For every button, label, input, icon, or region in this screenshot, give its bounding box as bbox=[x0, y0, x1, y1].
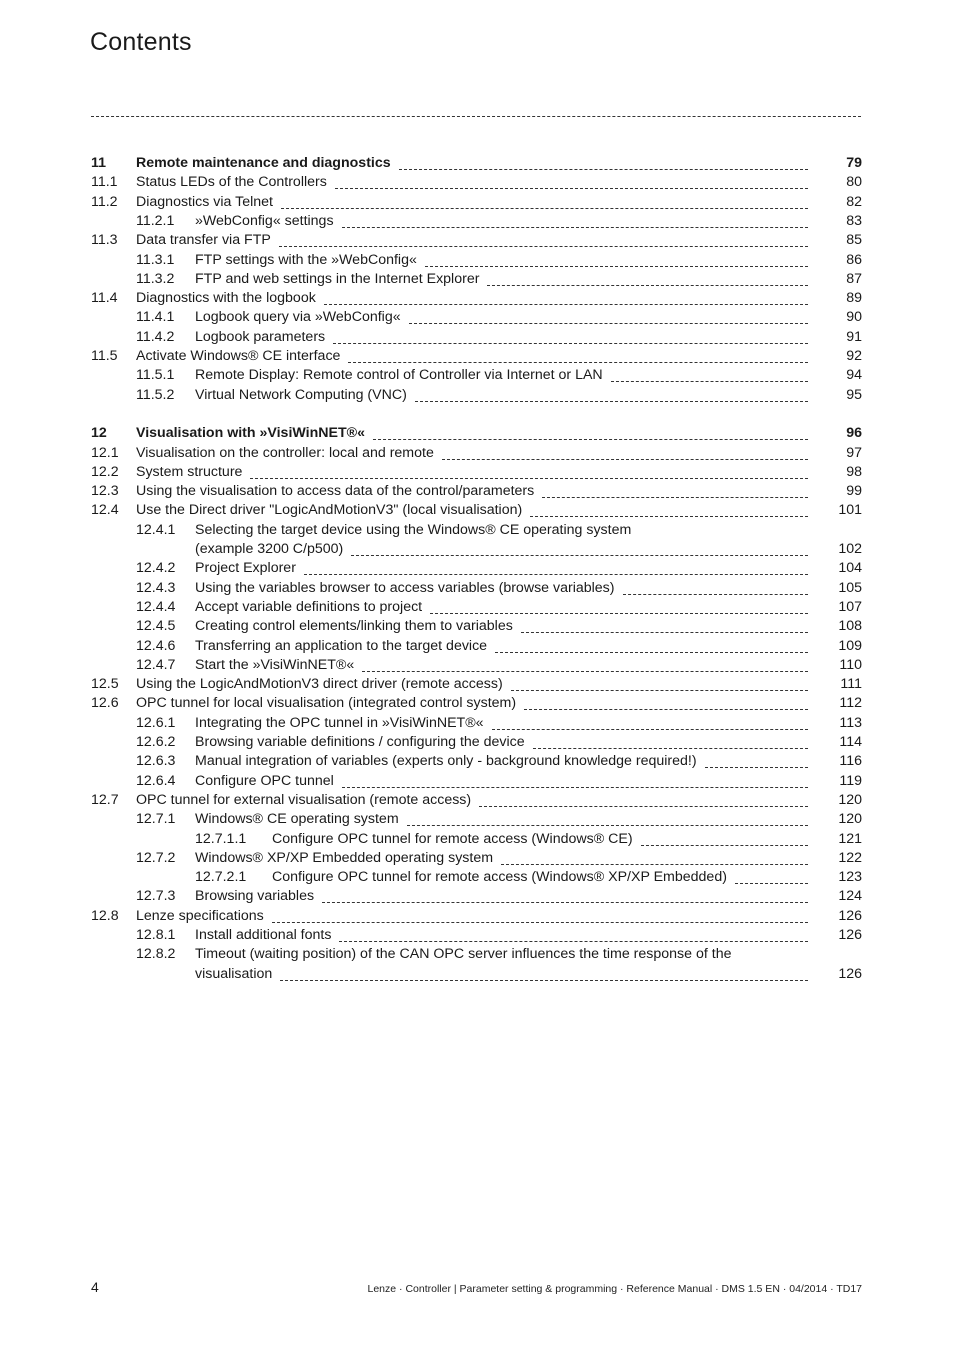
toc-leader-dots bbox=[373, 439, 808, 440]
toc-entry-page: 89 bbox=[846, 290, 862, 307]
toc-entry-page: 101 bbox=[838, 502, 862, 519]
toc-leader-dots bbox=[501, 864, 808, 865]
toc-entry-title: Browsing variables bbox=[195, 888, 315, 905]
toc-entry-page: 107 bbox=[838, 598, 862, 615]
toc-entry-number: 12.8.1 bbox=[136, 927, 176, 943]
toc-entry[interactable] bbox=[0, 328, 954, 347]
toc-entry-title: Using the visualisation to access data of the control/parameters bbox=[136, 483, 535, 500]
toc-entry-page: 126 bbox=[838, 927, 862, 943]
toc-entry-number: 12.4.2 bbox=[136, 560, 176, 577]
toc-leader-dots bbox=[280, 980, 808, 981]
toc-leader-dots bbox=[487, 285, 808, 286]
toc-entry-page: 119 bbox=[839, 772, 862, 789]
toc-entry-page: 98 bbox=[846, 463, 862, 480]
toc-entry[interactable] bbox=[0, 193, 954, 212]
toc-entry-page: 114 bbox=[839, 734, 862, 750]
toc-entry-continuation[interactable] bbox=[0, 540, 954, 559]
toc-leader-dots bbox=[322, 902, 808, 903]
toc-entry-number: 12 bbox=[91, 425, 107, 442]
toc-entry-number: 12.8 bbox=[91, 907, 119, 924]
toc-entry-title-continued: (example 3200 C/p500) bbox=[195, 541, 344, 557]
toc-leader-dots bbox=[511, 690, 808, 691]
toc-entry-number: 11.4.2 bbox=[136, 328, 175, 345]
toc-entry-page: 120 bbox=[838, 791, 862, 808]
toc-entry-title: System structure bbox=[136, 463, 243, 480]
toc-entry-title: Windows® XP/XP Embedded operating system bbox=[195, 849, 494, 866]
toc-leader-dots bbox=[735, 883, 808, 884]
toc-entry-title-continued: visualisation bbox=[195, 965, 273, 982]
toc-leader-dots bbox=[348, 362, 808, 363]
toc-entry-number: 12.7.2 bbox=[136, 849, 176, 866]
toc-entry-title: OPC tunnel for local visualisation (integrated control system) bbox=[136, 695, 517, 712]
toc-entry-number: 12.4.4 bbox=[136, 598, 176, 615]
toc-entry[interactable] bbox=[0, 656, 954, 675]
toc-entry-number: 11 bbox=[91, 155, 106, 171]
toc-entry-title: Windows® CE operating system bbox=[195, 811, 399, 828]
toc-entry[interactable] bbox=[0, 791, 954, 810]
toc-leader-dots bbox=[415, 401, 808, 402]
toc-entry-page: 113 bbox=[839, 714, 862, 731]
toc-leader-dots bbox=[530, 516, 808, 517]
toc-entry-number: 12.1 bbox=[91, 444, 119, 461]
toc-entry-page: 126 bbox=[838, 907, 862, 924]
toc-leader-dots bbox=[495, 652, 808, 653]
toc-entry[interactable] bbox=[0, 810, 954, 829]
toc-leader-dots bbox=[399, 169, 808, 170]
toc-leader-dots bbox=[362, 671, 808, 672]
toc-leader-dots bbox=[623, 594, 808, 595]
toc-entry[interactable] bbox=[0, 772, 954, 791]
toc-entry-title: Use the Direct driver "LogicAndMotionV3" (local visualisation) bbox=[136, 502, 523, 519]
toc-entry-number: 12.7.3 bbox=[136, 888, 176, 905]
toc-entry-page: 82 bbox=[846, 193, 862, 210]
toc-entry-title: Activate Windows® CE interface bbox=[136, 348, 341, 364]
footer-page-number: 4 bbox=[91, 1279, 99, 1295]
toc-entry[interactable] bbox=[0, 289, 954, 308]
toc-entry-title: FTP settings with the »WebConfig« bbox=[195, 251, 417, 268]
toc-entry[interactable] bbox=[0, 637, 954, 656]
toc-entry-number: 12.4 bbox=[91, 502, 119, 519]
toc-entry[interactable] bbox=[0, 270, 954, 289]
toc-leader-dots bbox=[521, 632, 808, 633]
toc-entry[interactable] bbox=[0, 675, 954, 694]
toc-entry-title: Integrating the OPC tunnel in »VisiWinNET®« bbox=[195, 714, 484, 731]
toc-entry-number: 12.7.2.1 bbox=[195, 869, 247, 886]
toc-entry-number: 11.5.1 bbox=[136, 367, 175, 384]
toc-entry-page: 120 bbox=[838, 811, 862, 828]
toc-entry-number: 11.4 bbox=[91, 290, 118, 307]
page-title: Contents bbox=[90, 28, 192, 56]
toc-leader-dots bbox=[279, 246, 808, 247]
toc-entry-number: 12.3 bbox=[91, 483, 119, 500]
toc-entry[interactable] bbox=[0, 386, 954, 405]
toc-entry-page: 109 bbox=[838, 637, 862, 654]
toc-entry[interactable] bbox=[0, 347, 954, 366]
toc-entry-title: Diagnostics via Telnet bbox=[136, 193, 273, 210]
toc-entry-page: 122 bbox=[838, 849, 862, 866]
toc-entry[interactable] bbox=[0, 887, 954, 906]
toc-entry-page: 92 bbox=[846, 348, 862, 364]
toc-entry-number: 12.6 bbox=[91, 695, 119, 712]
toc-leader-dots bbox=[492, 729, 808, 730]
toc-entry[interactable] bbox=[0, 868, 954, 887]
toc-entry-title: Configure OPC tunnel for remote access (Windows® XP/XP Embedded) bbox=[272, 869, 727, 886]
header-divider bbox=[91, 116, 861, 117]
toc-leader-dots bbox=[430, 613, 808, 614]
toc-entry[interactable] bbox=[0, 231, 954, 250]
toc-entry-number: 11.2.1 bbox=[136, 212, 175, 229]
toc-entry[interactable] bbox=[0, 733, 954, 752]
toc-entry-number: 11.1 bbox=[91, 174, 118, 191]
toc-entry-continuation[interactable] bbox=[0, 965, 954, 984]
toc-entry-page: 79 bbox=[846, 155, 862, 171]
toc-entry-number: 11.3.1 bbox=[136, 251, 175, 268]
toc-entry-title: Creating control elements/linking them to variables bbox=[195, 618, 513, 635]
toc-leader-dots bbox=[272, 922, 808, 923]
toc-entry-title: »WebConfig« settings bbox=[195, 212, 334, 229]
toc-entry-number: 12.2 bbox=[91, 463, 119, 480]
toc-leader-dots bbox=[611, 381, 808, 382]
toc-leader-dots bbox=[705, 767, 808, 768]
toc-entry-number: 11.4.1 bbox=[136, 309, 175, 326]
toc-leader-dots bbox=[335, 188, 808, 189]
toc-entry-number: 11.3 bbox=[91, 232, 118, 249]
toc-leader-dots bbox=[407, 825, 808, 826]
toc-leader-dots bbox=[641, 845, 808, 846]
toc-leader-dots bbox=[304, 574, 808, 575]
toc-entry-title: Using the variables browser to access variables (browse variables) bbox=[195, 579, 615, 596]
toc-entry-page: 116 bbox=[839, 753, 862, 770]
toc-entry-number: 12.4.6 bbox=[136, 637, 176, 654]
toc-entry-title: Manual integration of variables (experts only - background knowledge required!) bbox=[195, 753, 697, 770]
toc-entry-title: Logbook query via »WebConfig« bbox=[195, 309, 401, 326]
toc-leader-dots bbox=[542, 497, 808, 498]
toc-entry-page: 105 bbox=[838, 579, 862, 596]
toc-entry-title: Lenze specifications bbox=[136, 907, 264, 924]
toc-entry[interactable] bbox=[0, 945, 954, 964]
toc-entry-number: 11.2 bbox=[91, 193, 118, 210]
toc-entry[interactable] bbox=[0, 559, 954, 578]
toc-entry-title: Logbook parameters bbox=[195, 328, 326, 345]
toc-entry-number: 11.3.2 bbox=[136, 270, 175, 287]
toc-entry-page: 96 bbox=[846, 425, 862, 442]
toc-leader-dots bbox=[351, 555, 808, 556]
toc-entry-page: 83 bbox=[846, 212, 862, 229]
toc-entry-title: Selecting the target device using the Windows® CE operating system bbox=[195, 521, 632, 538]
toc-entry[interactable] bbox=[0, 598, 954, 617]
toc-entry[interactable] bbox=[0, 212, 954, 231]
toc-entry-title: FTP and web settings in the Internet Explorer bbox=[195, 270, 480, 287]
toc-leader-dots bbox=[339, 941, 808, 942]
toc-entry[interactable] bbox=[0, 366, 954, 385]
toc-entry-page: 99 bbox=[846, 483, 862, 500]
toc-leader-dots bbox=[250, 478, 808, 479]
toc-entry-number: 12.4.5 bbox=[136, 618, 176, 635]
toc-leader-dots bbox=[409, 323, 808, 324]
toc-entry-number: 12.4.3 bbox=[136, 579, 176, 596]
footer-text: Lenze · Controller | Parameter setting & programming · Reference Manual · DMS 1.5 EN · 04/2014 · TD17 bbox=[367, 1283, 862, 1295]
toc-entry-page: 121 bbox=[838, 830, 862, 847]
toc-entry-title: Virtual Network Computing (VNC) bbox=[195, 386, 407, 403]
toc-entry[interactable] bbox=[0, 849, 954, 868]
toc-entry-title: Timeout (waiting position) of the CAN OPC server influences the time response of the bbox=[195, 946, 732, 963]
toc-entry-page: 110 bbox=[839, 656, 862, 673]
toc-entry[interactable] bbox=[0, 463, 954, 482]
toc-entry-number: 11.5 bbox=[91, 348, 118, 364]
toc-entry-page: 123 bbox=[838, 869, 862, 886]
toc-entry-number: 12.7.1 bbox=[136, 811, 176, 828]
toc-entry-page: 87 bbox=[846, 270, 862, 287]
toc-entry-page: 111 bbox=[840, 676, 862, 693]
toc-entry-title: Start the »VisiWinNET®« bbox=[195, 656, 355, 673]
toc-entry-title: Transferring an application to the target device bbox=[195, 637, 488, 654]
toc-entry[interactable] bbox=[0, 830, 954, 849]
toc-entry-title: Status LEDs of the Controllers bbox=[136, 174, 327, 191]
toc-entry[interactable] bbox=[0, 154, 954, 173]
toc-entry-page: 86 bbox=[846, 251, 862, 268]
toc-entry[interactable] bbox=[0, 501, 954, 520]
toc-entry[interactable] bbox=[0, 482, 954, 501]
toc-entry-page: 90 bbox=[846, 309, 862, 326]
toc-leader-dots bbox=[324, 304, 808, 305]
toc-entry-title: Accept variable definitions to project bbox=[195, 598, 423, 615]
toc-entry[interactable] bbox=[0, 521, 954, 540]
toc-entry-title: Install additional fonts bbox=[195, 927, 332, 943]
toc-entry[interactable] bbox=[0, 251, 954, 270]
toc-entry-number: 12.7 bbox=[91, 791, 119, 808]
toc-leader-dots bbox=[333, 343, 808, 344]
toc-entry-page: 91 bbox=[846, 328, 862, 345]
toc-entry[interactable] bbox=[0, 752, 954, 771]
toc-leader-dots bbox=[342, 227, 808, 228]
toc-entry[interactable] bbox=[0, 617, 954, 636]
toc-leader-dots bbox=[533, 748, 808, 749]
toc-entry-title: Data transfer via FTP bbox=[136, 232, 271, 249]
toc-entry[interactable] bbox=[0, 714, 954, 733]
toc-entry-title: Project Explorer bbox=[195, 560, 296, 577]
toc-entry[interactable] bbox=[0, 926, 954, 945]
toc-entry-title: Configure OPC tunnel for remote access (Windows® CE) bbox=[272, 830, 633, 847]
toc-entry-number: 12.8.2 bbox=[136, 946, 176, 963]
toc-entry[interactable] bbox=[0, 308, 954, 327]
toc-entry-title: Diagnostics with the logbook bbox=[136, 290, 316, 307]
toc-entry-number: 12.6.4 bbox=[136, 772, 176, 789]
toc-entry-title: Using the LogicAndMotionV3 direct driver (remote access) bbox=[136, 676, 503, 693]
toc-entry-page: 104 bbox=[838, 560, 862, 577]
toc-entry-title: OPC tunnel for external visualisation (remote access) bbox=[136, 791, 472, 808]
toc-leader-dots bbox=[442, 459, 808, 460]
toc-entry-title: Configure OPC tunnel bbox=[195, 772, 334, 789]
toc-entry-page: 124 bbox=[838, 888, 862, 905]
toc-entry[interactable] bbox=[0, 444, 954, 463]
toc-entry[interactable] bbox=[0, 424, 954, 443]
toc-entry-page: 80 bbox=[846, 174, 862, 191]
toc-entry-title: Visualisation on the controller: local and remote bbox=[136, 444, 434, 461]
toc-entry[interactable] bbox=[0, 694, 954, 713]
toc-entry-number: 12.6.3 bbox=[136, 753, 176, 770]
toc-entry-number: 12.5 bbox=[91, 676, 119, 693]
toc-entry-title: Remote maintenance and diagnostics bbox=[136, 155, 391, 171]
toc-entry-title: Remote Display: Remote control of Controller via Internet or LAN bbox=[195, 367, 603, 384]
toc-entry-page: 97 bbox=[846, 444, 862, 461]
toc-entry-number: 12.7.1.1 bbox=[195, 830, 247, 847]
toc-entry-page: 94 bbox=[846, 367, 862, 384]
toc-entry[interactable] bbox=[0, 173, 954, 192]
toc-entry-page: 112 bbox=[839, 695, 862, 712]
toc-entry-page: 126 bbox=[838, 965, 862, 982]
toc-entry-page: 108 bbox=[838, 618, 862, 635]
toc-entry-page: 95 bbox=[846, 386, 862, 403]
toc-entry-page: 102 bbox=[838, 541, 862, 557]
toc-entry-number: 12.4.1 bbox=[136, 521, 176, 538]
toc-entry-number: 12.4.7 bbox=[136, 656, 176, 673]
toc-entry-title: Browsing variable definitions / configuring the device bbox=[195, 734, 525, 750]
toc-leader-dots bbox=[479, 806, 808, 807]
toc-entry-number: 12.6.2 bbox=[136, 734, 176, 750]
toc-entry[interactable] bbox=[0, 907, 954, 926]
toc-entry-page: 85 bbox=[846, 232, 862, 249]
toc-entry-title: Visualisation with »VisiWinNET®« bbox=[136, 425, 365, 442]
toc-entry-number: 12.6.1 bbox=[136, 714, 176, 731]
toc-leader-dots bbox=[524, 709, 808, 710]
toc-leader-dots bbox=[281, 208, 808, 209]
toc-entry[interactable] bbox=[0, 579, 954, 598]
toc-leader-dots bbox=[342, 787, 808, 788]
toc-entry-number: 11.5.2 bbox=[136, 386, 175, 403]
toc-leader-dots bbox=[425, 266, 808, 267]
